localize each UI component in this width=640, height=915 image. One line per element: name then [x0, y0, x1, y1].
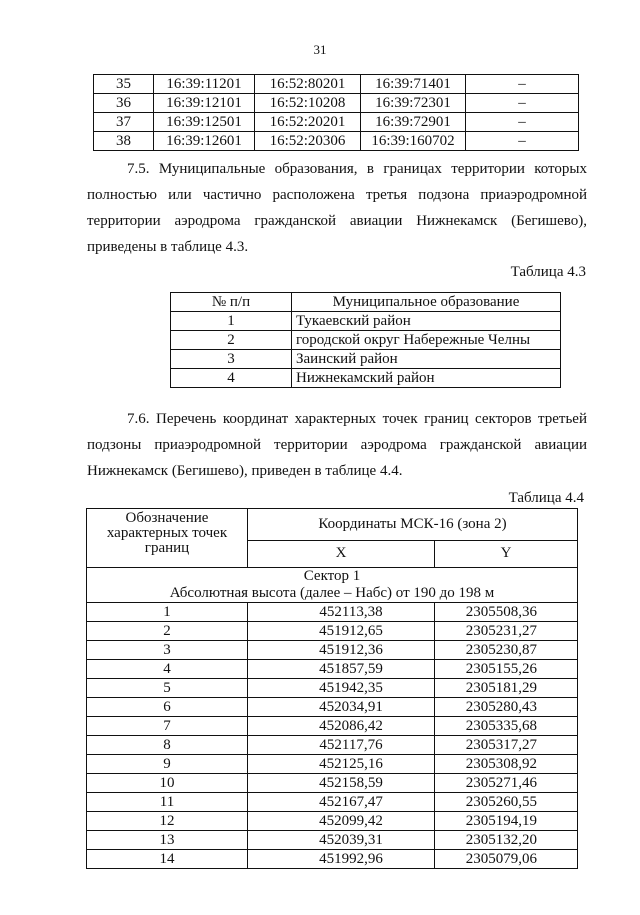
coordinate-x: 451912,65 [248, 622, 435, 641]
point-number: 4 [87, 660, 248, 679]
coordinate-y: 2305335,68 [435, 717, 578, 736]
point-number: 3 [87, 641, 248, 660]
point-number: 14 [87, 850, 248, 869]
table-4-3-caption: Таблица 4.3 [510, 264, 586, 280]
page-number: 31 [313, 42, 327, 57]
paragraph-line: 7.5. Муниципальные образования, в границах территории которых [127, 161, 587, 177]
table-row [87, 755, 578, 774]
point-number: 11 [87, 793, 248, 812]
row-number: 1 [171, 312, 292, 331]
coordinate-x: 452125,16 [248, 755, 435, 774]
table-4-3 [170, 292, 561, 388]
paragraph-line: 7.6. Перечень координат характерных точек границ секторов третьей [127, 411, 587, 427]
table-row [94, 113, 579, 132]
row-number: 2 [171, 331, 292, 350]
sector-subtitle: Абсолютная высота (далее – Набс) от 190 до 198 м [169, 585, 495, 601]
cadastral-code-c: 16:39:160702 [361, 132, 466, 151]
row-number: 36 [94, 94, 154, 113]
coordinate-x: 451857,59 [248, 660, 435, 679]
point-number: 9 [87, 755, 248, 774]
table-row [94, 75, 579, 94]
coordinate-y: 2305155,26 [435, 660, 578, 679]
table-row [171, 350, 561, 369]
table-row [87, 812, 578, 831]
cadastral-code-a: 16:39:12601 [154, 132, 255, 151]
table-row [87, 603, 578, 622]
point-number: 12 [87, 812, 248, 831]
point-number: 1 [87, 603, 248, 622]
point-number: 6 [87, 698, 248, 717]
table-row [87, 641, 578, 660]
municipality-name: Заинский район [292, 350, 561, 369]
coordinate-y: 2305308,92 [435, 755, 578, 774]
cadastral-code-c: 16:39:71401 [361, 75, 466, 94]
paragraph-7-5 [87, 156, 587, 260]
sector-heading [87, 568, 578, 603]
paragraph-line: полностью или частично расположена третья подзона приаэродромной [87, 187, 587, 203]
coordinate-x: 452167,47 [248, 793, 435, 812]
coordinate-y: 2305280,43 [435, 698, 578, 717]
paragraph-line: приведены в таблице 4.3. [87, 239, 249, 255]
point-number: 8 [87, 736, 248, 755]
coordinate-y: 2305194,19 [435, 812, 578, 831]
header-number: № п/п [171, 293, 292, 312]
dash-value: – [466, 132, 579, 151]
coordinate-x: 452086,42 [248, 717, 435, 736]
coordinate-x: 452099,42 [248, 812, 435, 831]
municipality-name: Тукаевский район [292, 312, 561, 331]
point-number: 10 [87, 774, 248, 793]
dash-value: – [466, 113, 579, 132]
row-number: 37 [94, 113, 154, 132]
coordinate-x: 451992,96 [248, 850, 435, 869]
table-row [87, 717, 578, 736]
dash-value: – [466, 94, 579, 113]
cadastral-code-b: 16:52:20201 [255, 113, 361, 132]
dash-value: – [466, 75, 579, 94]
municipality-name: городской округ Набережные Челны [292, 331, 561, 350]
coordinate-y: 2305231,27 [435, 622, 578, 641]
table-4-4 [86, 508, 578, 869]
table-row [94, 132, 579, 151]
header-point-designation: Обозначение характерных точек границ [87, 509, 248, 568]
table-row [87, 774, 578, 793]
header-y: Y [435, 540, 578, 567]
coordinate-x: 452113,38 [248, 603, 435, 622]
coordinate-y: 2305079,06 [435, 850, 578, 869]
cadastral-code-c: 16:39:72901 [361, 113, 466, 132]
header-x: X [248, 540, 435, 567]
table-4-4-caption: Таблица 4.4 [508, 490, 584, 506]
coordinate-x: 452039,31 [248, 831, 435, 850]
municipality-name: Нижнекамский район [292, 369, 561, 388]
paragraph-line: территории аэродрома гражданской авиации Нижнекамск (Бегишево), [87, 213, 587, 229]
coordinate-y: 2305132,20 [435, 831, 578, 850]
coordinate-y: 2305181,29 [435, 679, 578, 698]
table-header-row [87, 509, 578, 541]
coordinate-x: 452158,59 [248, 774, 435, 793]
point-number: 13 [87, 831, 248, 850]
cadastral-code-a: 16:39:12101 [154, 94, 255, 113]
point-number: 5 [87, 679, 248, 698]
row-number: 35 [94, 75, 154, 94]
coordinate-x: 452117,76 [248, 736, 435, 755]
coordinate-y: 2305260,55 [435, 793, 578, 812]
sector-title: Сектор 1 [303, 568, 361, 584]
paragraph-7-6 [87, 406, 587, 484]
table-row [94, 94, 579, 113]
table-row [87, 698, 578, 717]
paragraph-line: Нижнекамск (Бегишево), приведен в таблице 4.4. [87, 463, 403, 479]
top-coordinates-table [93, 74, 579, 151]
table-row [87, 850, 578, 869]
point-number: 2 [87, 622, 248, 641]
table-row [87, 660, 578, 679]
table-row [171, 369, 561, 388]
coordinate-x: 451942,35 [248, 679, 435, 698]
cadastral-code-b: 16:52:20306 [255, 132, 361, 151]
point-number: 7 [87, 717, 248, 736]
table-row [87, 622, 578, 641]
header-coordinates: Координаты МСК-16 (зона 2) [248, 509, 578, 541]
coordinate-x: 451912,36 [248, 641, 435, 660]
header-municipality: Муниципальное образование [292, 293, 561, 312]
cadastral-code-a: 16:39:11201 [154, 75, 255, 94]
row-number: 3 [171, 350, 292, 369]
row-number: 4 [171, 369, 292, 388]
table-row [87, 793, 578, 812]
table-row [87, 736, 578, 755]
coordinate-y: 2305317,27 [435, 736, 578, 755]
coordinate-y: 2305508,36 [435, 603, 578, 622]
cadastral-code-b: 16:52:80201 [255, 75, 361, 94]
table-header-row [171, 293, 561, 312]
coordinate-y: 2305271,46 [435, 774, 578, 793]
table-row [171, 312, 561, 331]
table-row [87, 831, 578, 850]
paragraph-line: подзоны приаэродромной территории аэродрома гражданской авиации [87, 437, 587, 453]
cadastral-code-c: 16:39:72301 [361, 94, 466, 113]
coordinate-y: 2305230,87 [435, 641, 578, 660]
cadastral-code-a: 16:39:12501 [154, 113, 255, 132]
cadastral-code-b: 16:52:10208 [255, 94, 361, 113]
table-row [171, 331, 561, 350]
table-row [87, 679, 578, 698]
coordinate-x: 452034,91 [248, 698, 435, 717]
sector-row [87, 568, 578, 603]
row-number: 38 [94, 132, 154, 151]
